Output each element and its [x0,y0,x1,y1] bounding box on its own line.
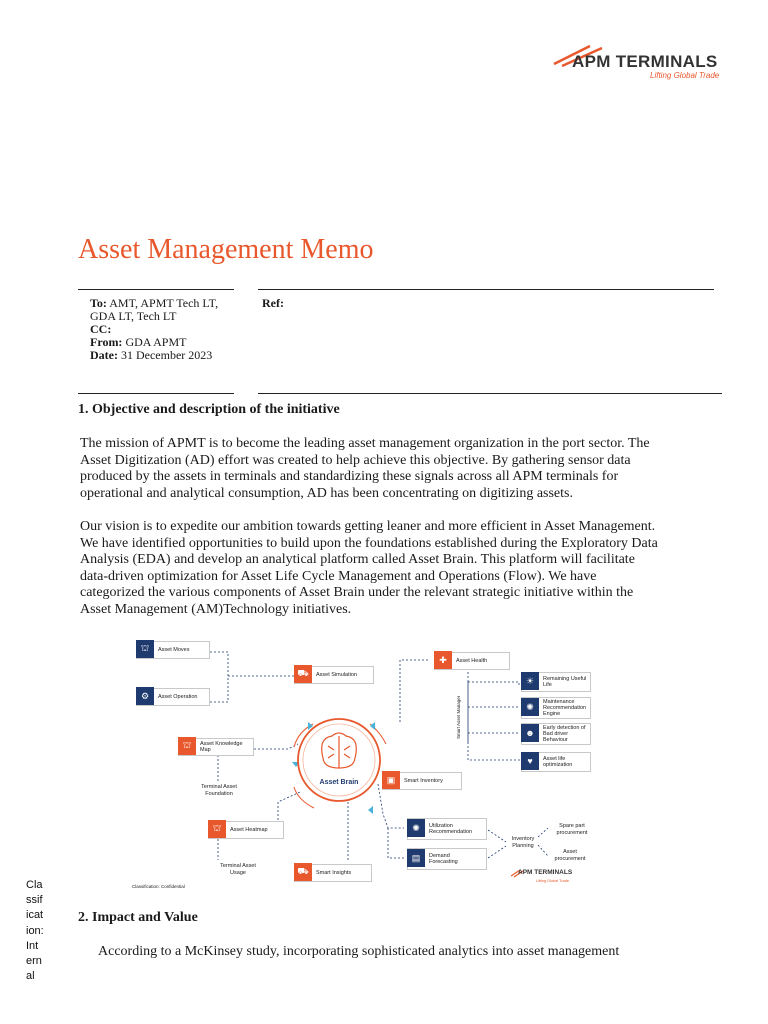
smart-insights-box: ⛟ Smart Insights [294,864,372,882]
brain-small-icon: ✺ [407,819,425,837]
section-1-paragraph-2: Our vision is to expedite our ambition towards getting leaner and more efficient in Asset Management. We have identified opportunities to build upon the foundations established during the Exploratory Data Analysis (EDA) and develop an analytical platform called Asset Brain. This platform will facilitate data-driven optimization for Asset Life Cycle Management and Operations (Flow). We have categorized the various components of Asset Brain under the relevant strategic initiative within the Asset Management (AM)Technology initiatives. [80,519,658,617]
crane-icon: ⛫ [136,640,154,658]
smart-inventory-box: ▣ Smart Inventory [382,772,462,790]
demand-forecasting-box: ▤ Demand Forecasting [407,848,487,870]
crane-icon: ⛫ [208,820,226,838]
inventory-icon: ▣ [382,771,400,789]
asset-brain-diagram [118,632,623,894]
cc-line: CC: [90,322,112,336]
asset-simulation-box: ⛟ Asset Simulation [294,666,374,684]
diagram-logo: APM TERMINALS Lifting Global Trade [510,868,600,886]
ref-line: Ref: [262,296,284,310]
gear-icon: ⚙ [136,687,154,705]
from-line: From: GDA APMT [90,335,187,349]
heart-pulse-icon: ♥ [521,752,539,770]
date-line: Date: 31 December 2023 [90,348,213,362]
to-line: To: AMT, APMT Tech LT, [90,296,219,310]
sun-gear-icon: ☀ [521,672,539,690]
terminal-asset-usage-label: Terminal Asset Usage [220,863,256,876]
to-line-2: GDA LT, Tech LT [90,309,177,323]
header-rule-right [258,289,714,290]
section-1-paragraph-1: The mission of APMT is to become the leading asset management organization in the port sector. The Asset Digitization (AD) effort was created to help achieve this objective. By gathering sensor data produced by the assets in terminals and standardizing these signals across all APM terminals for operational and analytical consumption, AD has been concentrating on digitizing assets. [80,436,650,501]
asset-knowledge-map-box: ⛫ Asset Knowledge Map [178,738,254,756]
terminal-asset-foundation-label: Terminal Asset Foundation [201,784,237,797]
inventory-planning-label: Inventory Planning [511,836,535,849]
early-detection-box: ☻ Early detection of Bad driver Behaviour [521,723,591,745]
memo-header [90,297,218,362]
smart-asset-manager-label: Smart Asset Manager [456,695,461,739]
section-2-paragraph-1: According to a McKinsey study, incorporating sophisticated analytics into asset management [98,944,620,959]
header-rule-left [78,289,234,290]
header-bottom-rule-right [258,393,722,394]
side-classification-label: Classification: Internal [26,879,44,983]
brain-small-icon: ✺ [521,698,539,716]
warehouse-icon: ▤ [407,849,425,867]
logo-tagline: Lifting Global Trade [650,71,720,80]
memo-title: Asset Management Memo [78,234,374,265]
logo-name: APM TERMINALS [572,52,718,71]
remaining-useful-life-box: ☀ Remaining Useful Life [521,672,591,692]
spare-part-procurement-label: Spare part procurement [556,823,588,836]
asset-heatmap-box: ⛫ Asset Heatmap [208,821,284,839]
utilization-recommendation-box: ✺ Utilization Recommendation [407,818,487,840]
asset-operation-box: ⚙ Asset Operation [136,688,210,706]
asset-brain-label: Asset Brain [319,779,359,786]
truck-icon: ⛟ [294,863,312,881]
asset-health-box: ✚ Asset Health [434,652,510,670]
maintenance-recommendation-box: ✺ Maintenance Recommendation Engine [521,697,591,719]
asset-procurement-label: Asset procurement [554,849,586,862]
truck-icon: ⛟ [294,665,312,683]
driver-icon: ☻ [521,724,539,742]
diagram-classification: Classification: Confidential [132,884,185,889]
apm-terminals-logo [550,40,740,85]
section-1-heading: 1. Objective and description of the initiative [78,402,340,417]
asset-moves-box: ⛫ Asset Moves [136,641,210,659]
asset-life-optimization-box: ♥ Asset life optimization [521,752,591,772]
heart-plus-icon: ✚ [434,651,452,669]
crane-icon: ⛫ [178,737,196,755]
section-2-heading: 2. Impact and Value [78,910,198,925]
header-bottom-rule-left [78,393,234,394]
